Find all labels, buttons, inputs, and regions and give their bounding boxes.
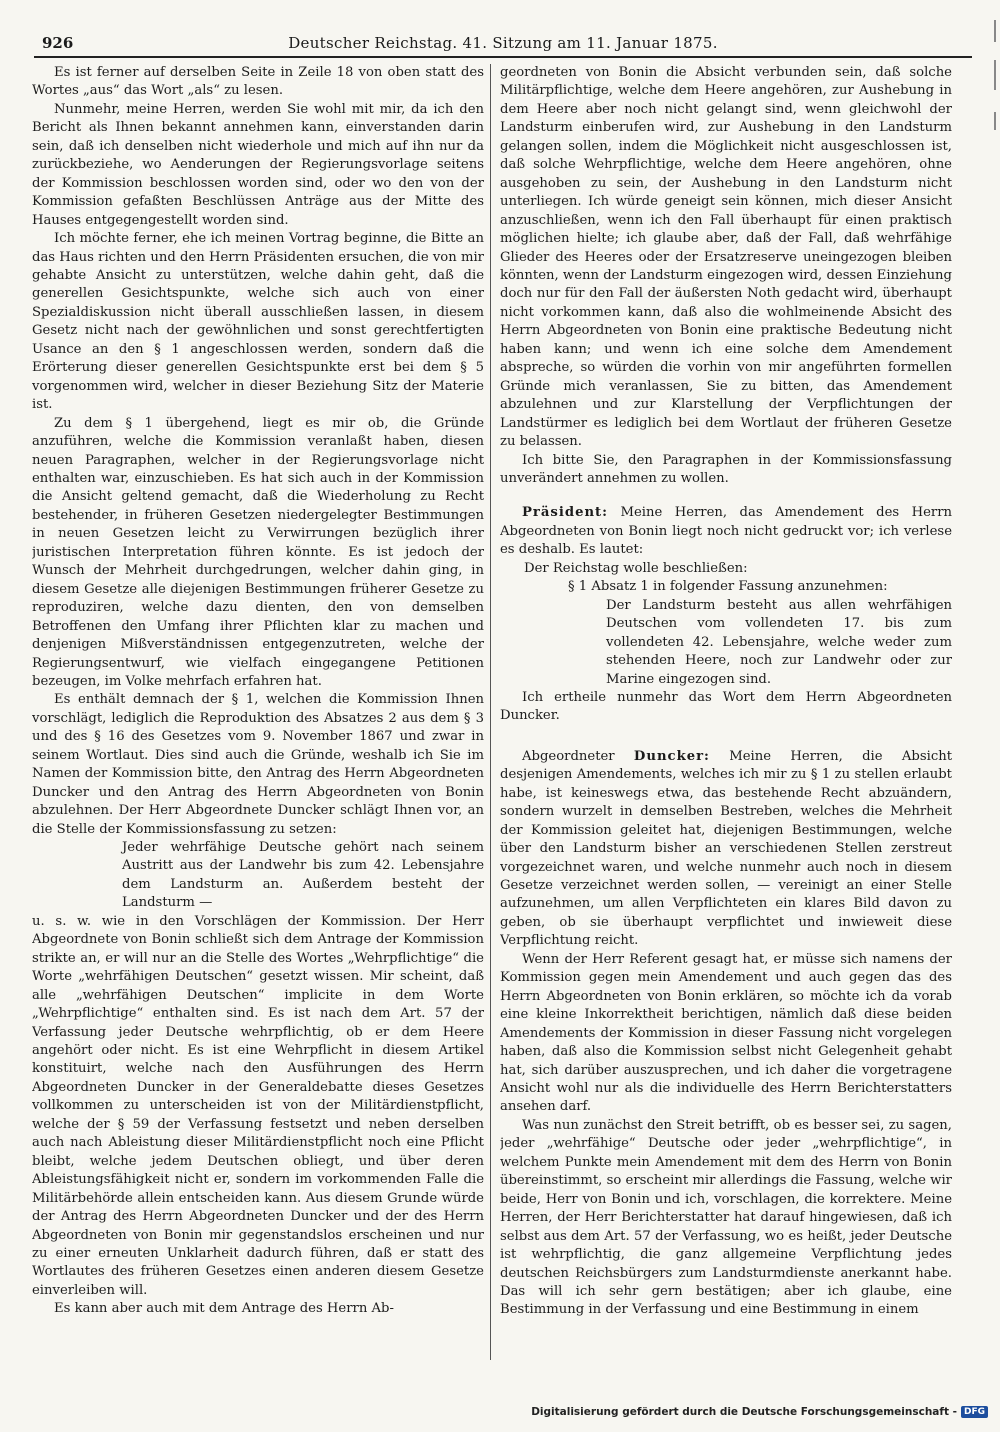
speaker-duncker: Duncker:: [633, 748, 710, 764]
footer-credit: [531, 1406, 988, 1418]
column-divider: [490, 64, 491, 1360]
paragraph: Ich ertheile nunmehr das Wort dem Herrn Abgeordneten Duncker.: [500, 689, 952, 724]
paragraph: geordneten von Bonin die Absicht verbunden sein, daß solche Militärpflichtige, welche dem Heere angehören, zur Aushebung in dem Heere aber noch nicht gelangt sind, wenn gleichwohl der Landsturm einberufen wird, zur Aushebung in den Landsturm gelangen sollen, indem die Möglichkeit nicht ausgeschlossen ist, daß solche Wehrpflichtige, welche dem Heere angehören, ohne ausgehoben zu sein, der Aushebung in den Landsturm nicht unterliegen. Ich würde geneigt sein können, mich dieser Ansicht anzuschließen, wenn ich den Fall überhaupt für einen praktisch möglichen hielte; ich glaube aber, daß der Fall, daß wehrfähige Glieder des Heeres oder der Ersatzreserve uneingezogen bleiben könnten, wenn der Landsturm eingezogen wird, dessen Einziehung doch nur für den Fall der äußersten Noth gedacht wird, überhaupt nicht vorkommen kann, daß also die wohlmeinende Absicht des Herrn Abgeordneten von Bonin eine praktische Bedeutung nicht haben kann; und wenn ich eine solche dem Amendement abspreche, so würden die vorhin von mir angeführten formellen Gründe mich veranlassen, Sie zu bitten, das Amendement abzulehnen und zur Klarstellung der Verpflichtungen der Landstürmer es lediglich bei dem Wortlaut der früheren Gesetze zu belassen.: [500, 65, 952, 450]
paragraph: u. s. w. wie in den Vorschlägen der Kommission. Der Herr Abgeordnete von Bonin schließt sich dem Antrage der Kommission strikte an, er will nur an die Stelle des Wortes „Wehrpflichtige“ die Worte „wehrfähigen Deutschen“ gesetzt wissen. Mir scheint, daß alle „wehrfähigen Deutschen“ implicite in dem Worte „Wehrpflichtige“ enthalten sind. Es ist nach dem Art. 57 der Verfassung jeder Deutsche wehrpflichtig, ob er dem Heere angehört oder nicht. Es ist eine Wehrpflicht in diesem Artikel konstituirt, welche nach den Ausführungen des Herrn Abgeordneten Duncker in der Generaldebatte dieses Gesetzes vollkommen zu unterscheiden ist von der Militärdienstpflicht, welche der § 59 der Verfassung festsetzt und neben derselben auch nach Ableistung dieser Militärdienstpflicht noch eine Pflicht bleibt, welche jedem Deutschen obliegt, und über deren Ableistungsfähigkeit nicht er, sondern im vorkommenden Falle die Militärbehörde allein entscheiden kann. Aus diesem Grunde würde der Antrag des Herrn Abgeordneten Duncker und der des Herrn Abgeordneten von Bonin mir gegenstandslos erscheinen und nur zu einer erneuten Unklarheit dadurch führen, daß er statt des Wortlautes des früheren Gesetzes einen anderen diesem Gesetze einverleiben will.: [32, 913, 484, 1298]
duncker-statement: [500, 748, 952, 951]
left-column: [32, 64, 484, 1360]
dfg-logo: DFG: [961, 1406, 988, 1418]
paragraph: Es enthält demnach der § 1, welchen die Kommission Ihnen vorschlägt, lediglich die Reproduktion des Absatzes 2 aus dem § 3 und des § 16 des Gesetzes vom 9. November 1867 und zwar in seinem Wortlaut. Dies sind auch die Gründe, weshalb ich Sie im Namen der Kommission bitte, den Antrag des Herrn Abgeordneten Duncker und den Antrag des Herrn Abgeordneten von Bonin abzulehnen. Der Herr Abgeordnete Duncker schlägt Ihnen vor, an die Stelle der Kommissionsfassung zu setzen:: [32, 692, 484, 837]
paragraph: Wenn der Herr Referent gesagt hat, er müsse sich namens der Kommission gegen mein Amendement und auch gegen das des Herrn Abgeordneten von Bonin erklären, so möchte ich da vorab eine kleine Inkorrektheit berichtigen, nämlich daß diese beiden Amendements der Kommission in dieser Fassung nicht vorgelegen haben, daß also die Kommission selbst nicht Gelegenheit gehabt hat, sich darüber auszusprechen, und ich daher die vorgetragene Ansicht wohl nur als die individuelle des Herrn Berichterstatters ansehen darf.: [500, 951, 952, 1115]
spacer: [500, 726, 952, 748]
motion-clause: § 1 Absatz 1 in folgender Fassung anzunehmen:: [568, 579, 888, 595]
paragraph: Nunmehr, meine Herren, werden Sie wohl mit mir, da ich den Bericht als Ihnen bekannt annehmen kann, einverstanden darin sein, daß ich denselben nicht wiederhole und mich auf ihn nur da zurückbeziehe, wo Aenderungen der Regierungsvorlage seitens der Kommission beschlossen worden sind, oder wo den von der Kommission gefaßten Beschlüssen Anträge aus der Mitte des Hauses entgegengestellt worden sind.: [32, 101, 484, 228]
statement-text: Meine Herren, das Amendement des Herrn Abgeordneten von Bonin liegt noch nicht gedruckt vor; ich verlese es deshalb. Es lautet:: [500, 505, 952, 558]
president-statement: [500, 504, 952, 559]
scan-edge-marks: [986, 20, 996, 140]
footer-text: Digitalisierung gefördert durch die Deutsche Forschungsgemeinschaft -: [531, 1406, 957, 1418]
statement-text: Meine Herren, die Absicht desjenigen Amendements, welches ich mir zu § 1 zu stellen erlaubt habe, ist keineswegs etwa, das bestehende Recht abzuändern, sondern wurzelt in demselben Bestreben, welches die Mehrheit der Kommission geleitet hat, diejenigen Bestimmungen, welche über den Landsturm bisher an verschiedenen Stellen zerstreut vorgezeichnet waren, und welche nunmehr auch noch in diesem Gesetze verzeichnet werden sollen, — vereinigt an einer Stelle aufzunehmen, um allen Verpflichteten ein klares Bild davon zu geben, ob sie überhaupt verpflichtet und inwieweit diese Verpflichtung reicht.: [500, 748, 952, 949]
paragraph: Es ist ferner auf derselben Seite in Zeile 18 von oben statt des Wortes „aus“ das Wort „als“ zu lesen.: [32, 65, 484, 99]
paragraph: Ich möchte ferner, ehe ich meinen Vortrag beginne, die Bitte an das Haus richten und den Herrn Präsidenten ersuchen, die von mir gehabte Ansicht zu unterstützen, welche dahin geht, daß die generellen Gesichtspunkte, welche sich auch von einer Spezialdiskussion nicht überall ausschließen lassen, in diesem Gesetz nicht nach der gewöhnlichen und sonst gerechtfertigten Usance an den § 1 angeschlossen werden, sondern daß die Erörterung dieser generellen Gesichtspunkte erst bei dem § 5 vorgenommen wird, welcher in dieser Beziehung Sitz der Materie ist.: [32, 231, 484, 413]
spacer: [500, 488, 952, 504]
paragraph: Was nun zunächst den Streit betrifft, ob es besser sei, zu sagen, jeder „wehrfähige“ Deutsche oder jeder „wehrpflichtige“, in welchem Punkte mein Amendement mit dem des Herrn von Bonin übereinstimmt, so erscheint mir allerdings die Fassung, welche wir beide, Herr von Bonin und ich, vorschlagen, die korrektere. Meine Herren, der Herr Berichterstatter hat darauf hingewiesen, daß ich selbst aus dem Art. 57 der Verfassung, wo es heißt, jeder Deutsche ist wehrpflichtig, die ganz allgemeine Verpflichtung jedes deutschen Reichsbürgers zum Landsturmdienste anerkannt habe. Das will ich sehr gern bestätigen; aber ich glaube, eine Bestimmung in der Verfassung und eine Bestimmung in einem: [500, 1117, 952, 1318]
page-number: 926: [42, 34, 74, 52]
motion-intro: Der Reichstag wolle beschließen:: [524, 560, 748, 576]
motion-text: Der Landsturm besteht aus allen wehrfähigen Deutschen vom vollendeten 17. bis zum vollendeten 42. Lebensjahre, welche weder zum stehenden Heere, noch zur Landwehr oder zur Marine eingezogen sind.: [606, 597, 952, 687]
paragraph: Ich bitte Sie, den Paragraphen in der Kommissionsfassung unverändert annehmen zu wollen.: [500, 452, 952, 486]
paragraph: Zu dem § 1 übergehend, liegt es mir ob, die Gründe anzuführen, welche die Kommission veranlaßt haben, diesen neuen Paragraphen, welcher in der Regierungsvorlage nicht enthalten war, einzuschieben. Es hat sich auch in der Kommission die Ansicht geltend gemacht, daß die Wiederholung zu Recht bestehender, in früheren Gesetzen niedergelegter Bestimmungen in neuen Gesetzen leicht zu Verwirrungen bezüglich ihrer juristischen Interpretation führen könnte. Es ist jedoch der Wunsch der Mehrheit durchgedrungen, welcher dahin ging, in diesem Gesetze alle diejenigen Bestimmungen früherer Gesetze zu reproduziren, welche dazu dienten, den von demselben Betroffenen den Umfang ihrer Pflichten klar zu machen und denjenigen Mißverständnissen entgegenzutreten, welche der Regierungsentwurf, wie vielfach eingegangene Petitionen bezeugen, im Volke mehrfach erfahren hat.: [32, 415, 484, 689]
paragraph: Es kann aber auch mit dem Antrage des Herrn Ab-: [54, 1301, 394, 1317]
page-header: [34, 30, 972, 58]
right-column: [500, 64, 952, 1360]
speaker-president: Präsident:: [522, 505, 609, 521]
running-title: Deutscher Reichstag. 41. Sitzung am 11. Januar 1875.: [288, 34, 718, 52]
quoted-amendment: Jeder wehrfähige Deutsche gehört nach seinem Austritt aus der Landwehr bis zum 42. Lebensjahre dem Landsturm an. Außerdem besteht der Landsturm —: [122, 840, 484, 911]
speaker-title: Abgeordneter: [522, 748, 634, 764]
